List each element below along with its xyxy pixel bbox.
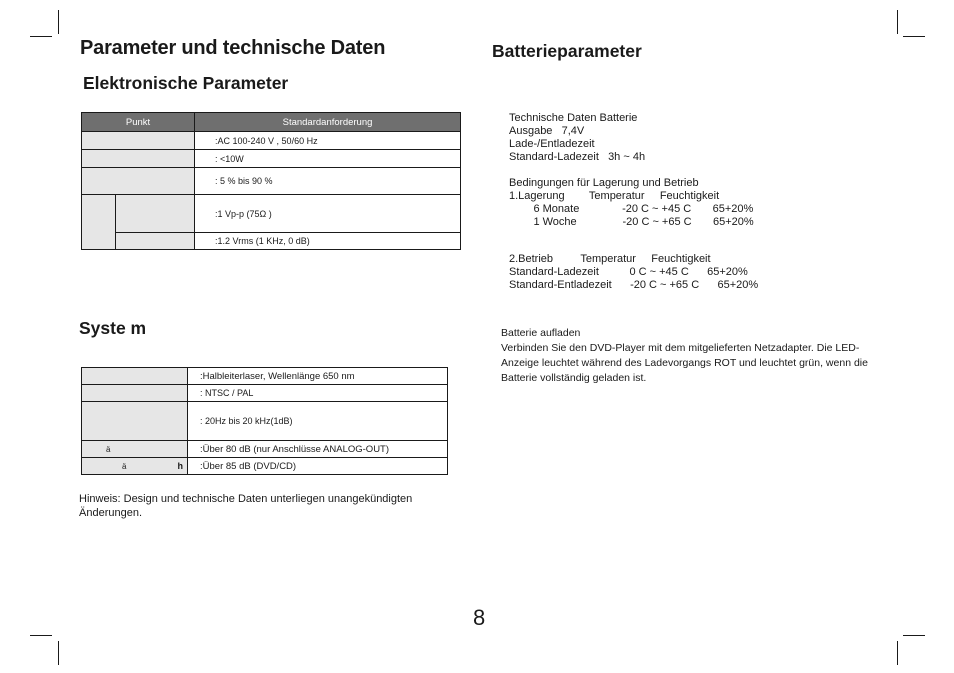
storage-conditions [509,177,754,229]
storage-line: 1.Lagerung Temperatur Feuchtigkeit [509,190,720,202]
battery-spec-line: Technische Daten Batterie [509,112,638,124]
operation-line: Standard-Entladezeit -20 C ~ +65 C 65+20% [509,279,759,291]
charging-title: Batterie aufladen [501,327,581,339]
charging-section [501,326,881,386]
header-item: Punkt [82,113,195,132]
table-value: : <10W [195,150,461,168]
table-label-cell [82,368,188,385]
crop-mark [897,10,898,34]
operation-conditions [509,253,758,292]
table-label-cell [82,385,188,402]
table-label-cell [82,168,195,195]
crop-mark [903,36,925,37]
table-value: :Über 80 dB (nur Anschlüsse ANALOG-OUT) [188,441,448,458]
table-label-cell [116,195,195,233]
system-title: Syste m [79,318,147,338]
operation-line: 2.Betrieb Temperatur Feuchtigkeit [509,253,711,265]
label-fragment: h [177,461,183,471]
label-fragment: ä [122,461,127,471]
table-value: : NTSC / PAL [188,385,448,402]
table-value: :1.2 Vrms (1 KHz, 0 dB) [195,233,461,250]
table-value: :1 Vp-p (75Ω ) [195,195,461,233]
design-note: Hinweis: Design und technische Daten unterliegen unangekündigten Änderungen. [79,493,413,519]
crop-mark [30,635,52,636]
system-table [81,367,448,475]
table-label-cell [82,132,195,150]
table-label-cell [82,441,188,458]
crop-mark [897,641,898,665]
battery-spec-line: Lade-/Entladezeit [509,138,595,150]
battery-specs [509,112,645,164]
table-value: : 20Hz bis 20 kHz(1dB) [188,402,448,441]
storage-line: 1 Woche -20 C ~ +65 C 65+20% [509,216,754,228]
electronic-title: Elektronische Parameter [83,73,289,93]
table-value: : 5 % bis 90 % [195,168,461,195]
battery-spec-line: Ausgabe 7,4V [509,125,585,137]
electronic-table [81,112,461,250]
page-title: Parameter und technische Daten [80,37,386,59]
storage-line: Bedingungen für Lagerung und Betrieb [509,177,699,189]
page-number: 8 [473,605,486,630]
crop-mark [30,36,52,37]
table-label-cell [116,233,195,250]
charging-text: Verbinden Sie den DVD-Player mit dem mitgelieferten Netzadapter. Die LED-Anzeige leuchtet während des Ladevorgangs ROT und leuchtet grün, wenn die Batterie vollständig geladen ist. [501,342,868,384]
table-value: :Über 85 dB (DVD/CD) [188,458,448,475]
label-fragment: ä [106,444,111,454]
table-label-cell [82,458,188,475]
crop-mark [903,635,925,636]
table-value: :Halbleiterlaser, Wellenlänge 650 nm [188,368,448,385]
operation-line: Standard-Ladezeit 0 C ~ +45 C 65+20% [509,266,748,278]
crop-mark [58,10,59,34]
battery-spec-line: Standard-Ladezeit 3h ~ 4h [509,151,646,163]
table-value: :AC 100-240 V , 50/60 Hz [195,132,461,150]
battery-title: Batterieparameter [492,41,642,61]
table-label-cell [82,195,116,250]
header-requirement: Standardanforderung [195,113,461,132]
crop-mark [58,641,59,665]
storage-line: 6 Monate -20 C ~ +45 C 65+20% [509,203,754,215]
table-label-cell [82,150,195,168]
table-label-cell [82,402,188,441]
